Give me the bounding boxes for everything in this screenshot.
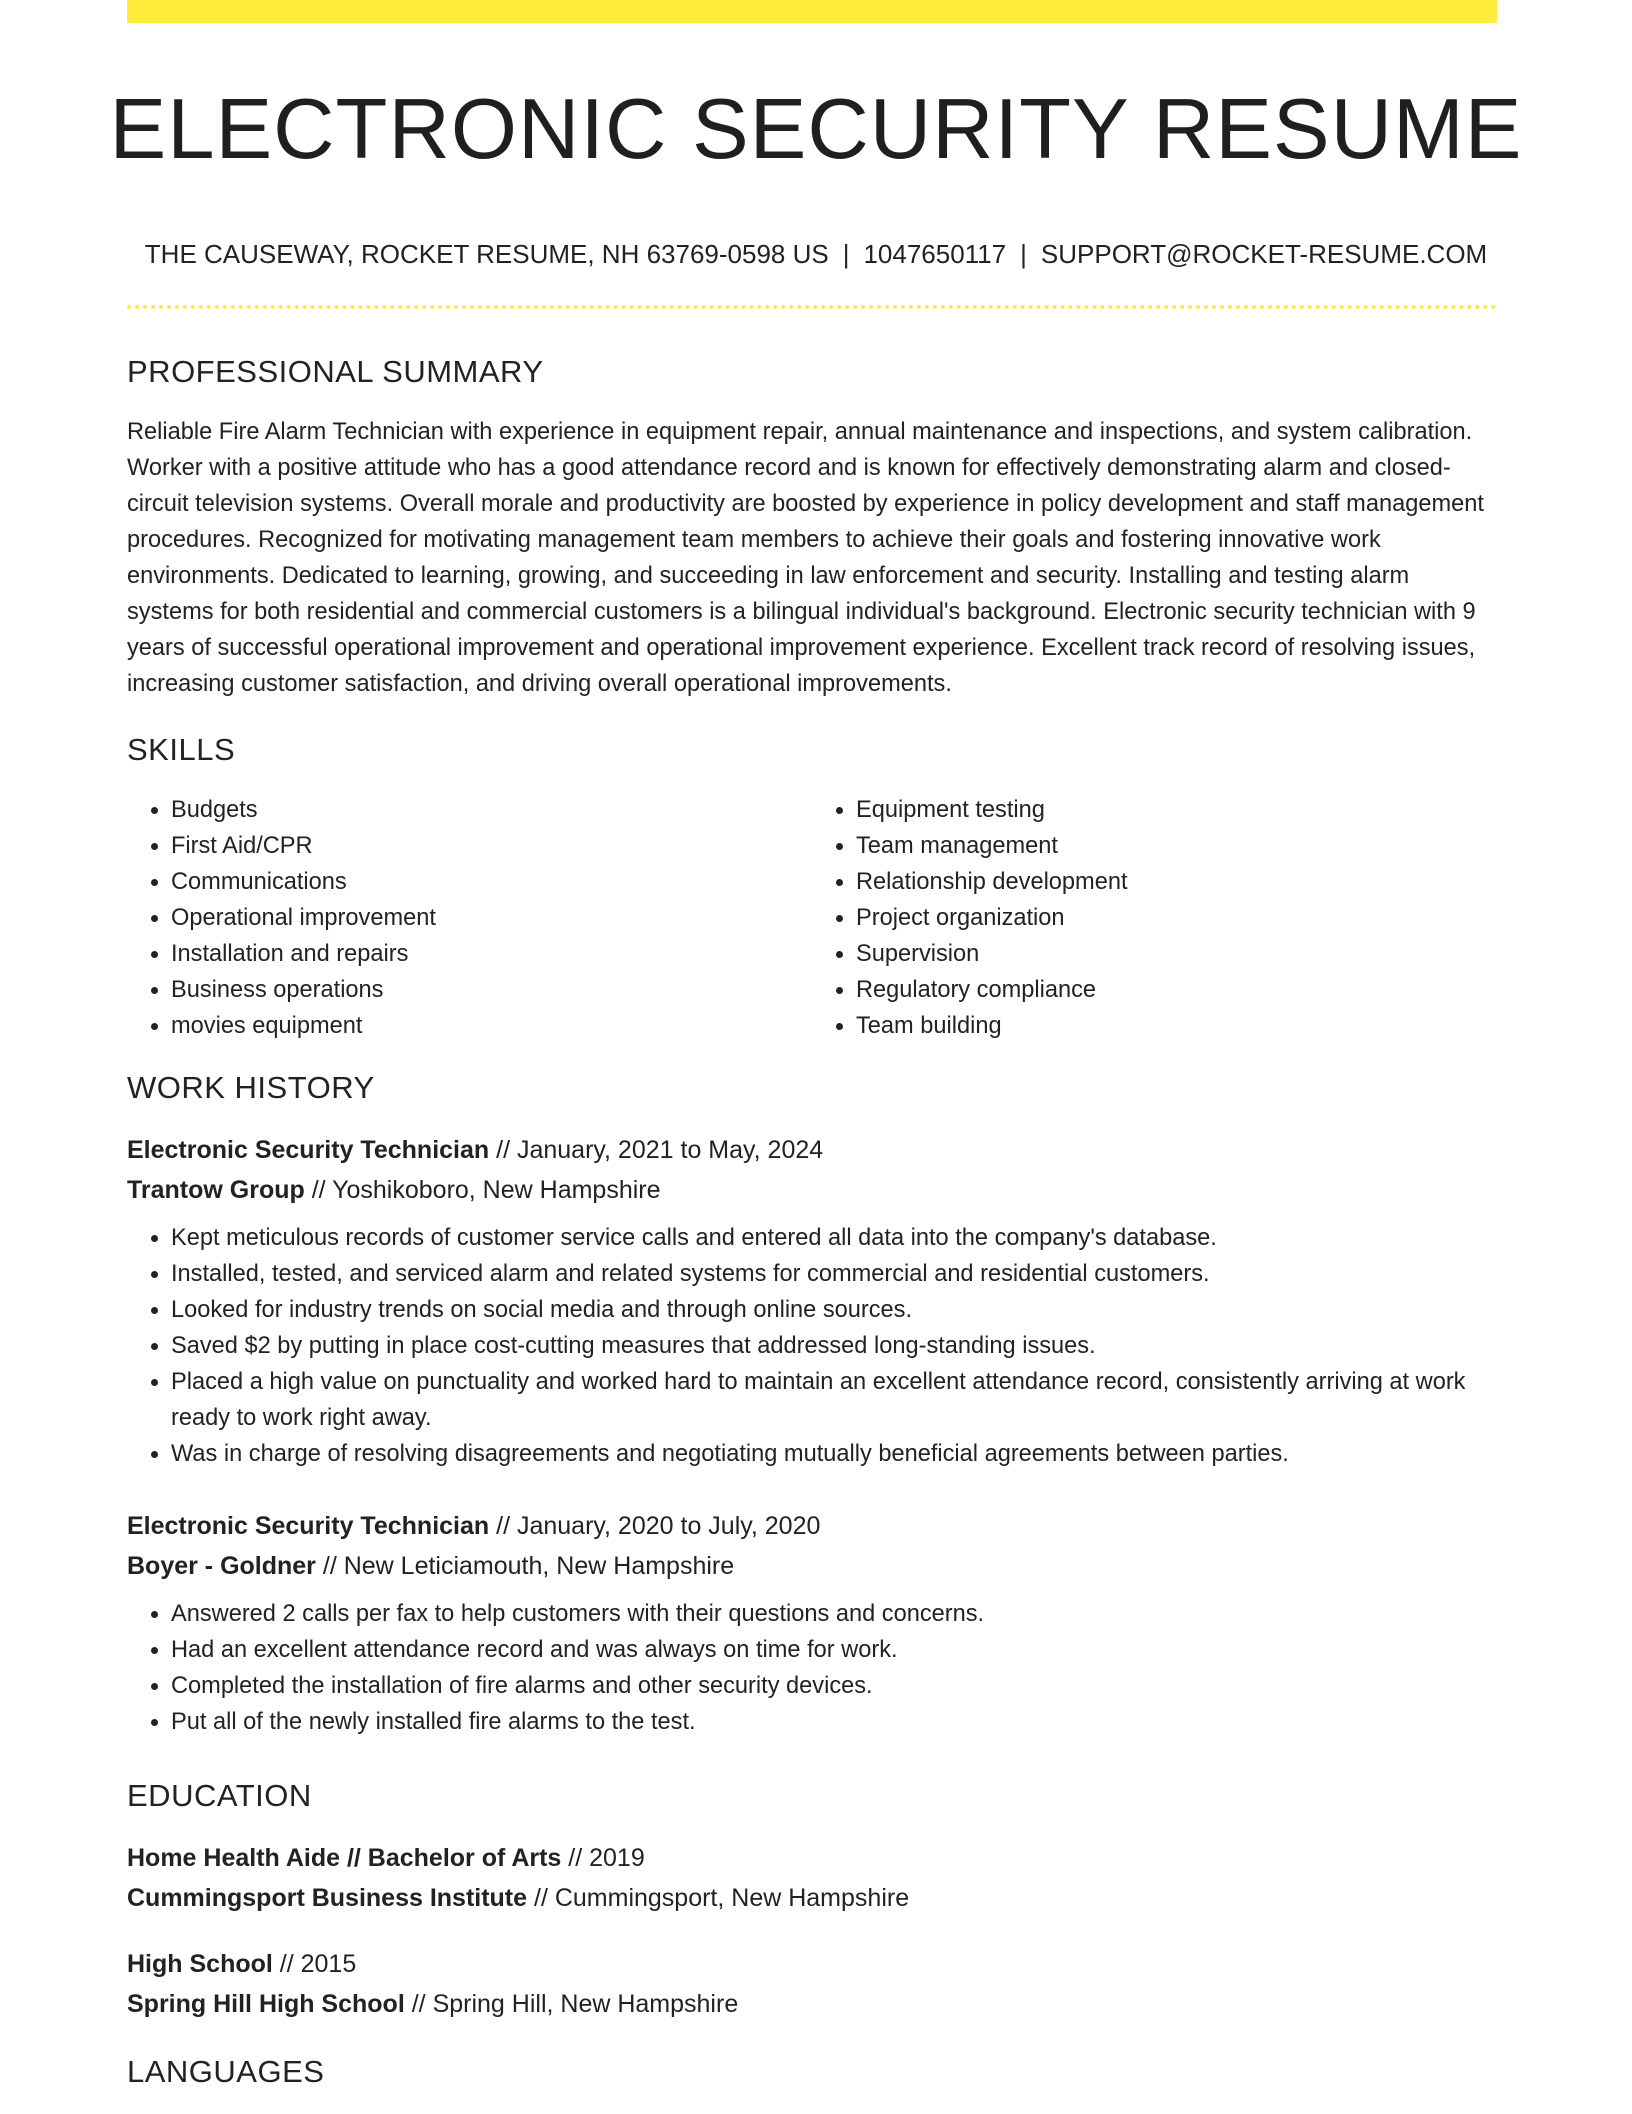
resume-title: ELECTRONIC SECURITY RESUME [109,82,1523,177]
job-company-line [127,1546,1497,1586]
contact-line [0,236,1632,272]
contact-separator: | [1020,239,1027,269]
contact-separator: | [842,239,850,269]
education-entry [127,1838,1497,1918]
job-bullet: • Installed, tested, and serviced alarm and related systems for commercial and residential customers. [171,1256,1497,1292]
skill-item: • Budgets [171,792,812,828]
job-title: Electronic Security Technician [127,1136,490,1164]
education-school: Spring Hill High School [127,1990,405,2018]
job-title: Electronic Security Technician [127,1512,490,1540]
contact-phone: 1047650117 [863,239,1007,269]
dotted-divider [127,305,1497,309]
education-entry [127,1944,1497,2024]
education-school-line [127,1878,1497,1918]
skill-item: • Project organization [856,900,1497,936]
job-bullet: • Looked for industry trends on social media and through online sources. [171,1292,1497,1328]
skill-item: • Communications [171,864,812,900]
skill-item: • First Aid/CPR [171,828,812,864]
job-company: Trantow Group [127,1176,305,1204]
skills-columns [127,792,1497,1044]
education-school: Cummingsport Business Institute [127,1884,528,1912]
summary-heading: PROFESSIONAL SUMMARY [127,354,544,389]
job-bullets [127,1596,1497,1740]
education-degree: Home Health Aide // Bachelor of Arts [127,1844,562,1872]
summary-text: Reliable Fire Alarm Technician with experience in equipment repair, annual maintenance and inspections, and system calibration. Worker with a positive attitude who has a good attendance record and is known for effectively demonstrating alarm and closed-circuit television systems. Overall morale and productivity are boosted by experience in policy development and staff management procedures. Recognized for motivating management team members to achieve their goals and fostering innovative work environments. Dedicated to learning, growing, and succeeding in law enforcement and security. Installing and testing alarm systems for both residential and commercial customers is a bilingual individual's background. Electronic security technician with 9 years of successful operational improvement and operational improvement experience. Excellent track record of resolving issues, increasing customer satisfaction, and driving overall operational improvements. [127,419,1484,697]
skill-item: • movies equipment [171,1008,812,1044]
skills-heading: SKILLS [127,732,236,767]
job-bullet: • Answered 2 calls per fax to help customers with their questions and concerns. [171,1596,1497,1632]
job-dates: // January, 2021 to May, 2024 [489,1136,824,1164]
job-title-line [127,1506,1497,1546]
skills-right-list [812,792,1497,1044]
contact-email: SUPPORT@ROCKET-RESUME.COM [1040,239,1488,269]
education-heading: EDUCATION [127,1778,312,1813]
resume-content [127,350,1497,2114]
job-dates: // January, 2020 to July, 2020 [489,1512,821,1540]
skills-section [127,728,1497,1044]
skill-item: • Installation and repairs [171,936,812,972]
job-entry [127,1130,1497,1472]
job-bullet: • Kept meticulous records of customer service calls and entered all data into the company's database. [171,1220,1497,1256]
summary-section [127,350,1497,702]
education-location: // Spring Hill, New Hampshire [404,1990,739,2018]
job-bullet: • Was in charge of resolving disagreements and negotiating mutually beneficial agreements between parties. [171,1436,1497,1472]
work-section [127,1066,1497,1740]
job-company: Boyer - Goldner [127,1552,316,1580]
education-degree-line [127,1838,1497,1878]
languages-section [127,2050,1497,2094]
education-year: // 2019 [561,1844,645,1872]
job-company-line [127,1170,1497,1210]
skill-item: • Supervision [856,936,1497,972]
skill-item: • Team management [856,828,1497,864]
education-school-line [127,1984,1497,2024]
job-bullet: • Had an excellent attendance record and was always on time for work. [171,1632,1497,1668]
job-bullet: • Put all of the newly installed fire alarms to the test. [171,1704,1497,1740]
top-accent-bar [127,0,1497,23]
skill-item: • Operational improvement [171,900,812,936]
skill-item: • Regulatory compliance [856,972,1497,1008]
job-location: // New Leticiamouth, New Hampshire [315,1552,735,1580]
skill-item: • Relationship development [856,864,1497,900]
work-heading: WORK HISTORY [127,1070,375,1105]
skill-item: • Business operations [171,972,812,1008]
job-title-line [127,1130,1497,1170]
job-bullet: • Completed the installation of fire alarms and other security devices. [171,1668,1497,1704]
education-degree-line [127,1944,1497,1984]
job-bullet: • Saved $2 by putting in place cost-cutting measures that addressed long-standing issues. [171,1328,1497,1364]
skills-left-list [127,792,812,1044]
job-bullet: • Placed a high value on punctuality and worked hard to maintain an excellent attendance record, consistently arriving at work ready to work right away. [171,1364,1497,1436]
job-bullets [127,1220,1497,1472]
education-year: // 2015 [272,1950,357,1978]
skill-item: • Team building [856,1008,1497,1044]
languages-heading: LANGUAGES [127,2054,325,2089]
job-location: // Yoshikoboro, New Hampshire [304,1176,661,1204]
contact-address: THE CAUSEWAY, ROCKET RESUME, NH 63769-0598 US [144,239,829,269]
skill-item: • Equipment testing [856,792,1497,828]
job-entry [127,1506,1497,1740]
education-location: // Cummingsport, New Hampshire [527,1884,910,1912]
education-section [127,1774,1497,2024]
education-degree: High School [127,1950,273,1978]
